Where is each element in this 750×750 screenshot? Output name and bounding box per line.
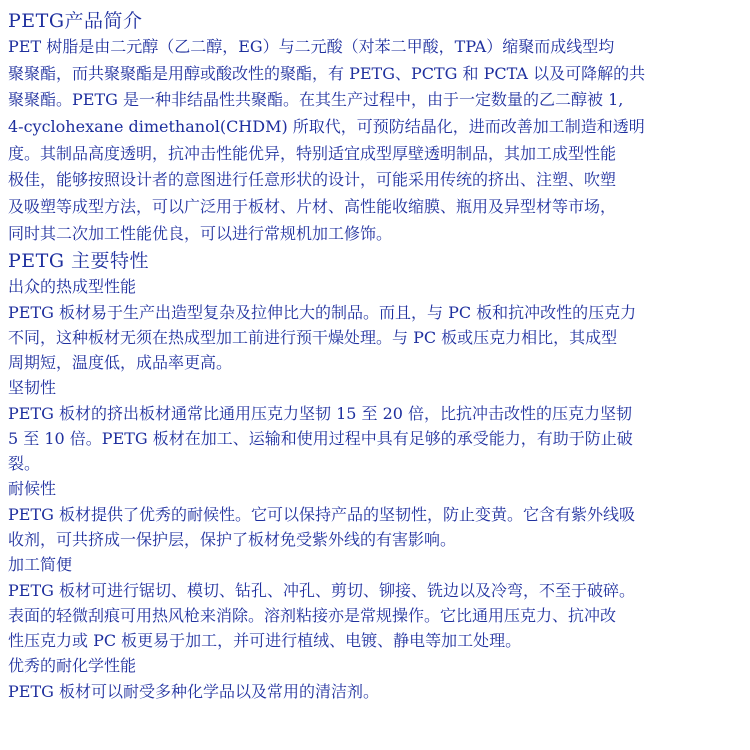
text-line: PETG 板材易于生产出造型复杂及拉伸比大的制品。而且，与 PC 板和抗冲改性的压克力 — [8, 302, 637, 322]
text-line: 同时其二次加工性能优良，可以进行常规机加工修饰。 — [8, 223, 393, 243]
text-line: PETG 板材可以耐受多种化学品以及常用的清洁剂。 — [8, 681, 379, 701]
text-line: 周期短，温度低，成品率更高。 — [8, 352, 233, 372]
text-line: PETG 板材提供了优秀的耐候性。它可以保持产品的坚韧性，防止变黄。它含有紫外线吸 — [8, 504, 635, 524]
feature-heading-toughness: 坚韧性 — [8, 377, 57, 397]
text-line: PET 树脂是由二元醇（乙二醇，EG）与二元酸（对苯二甲酸，TPA）缩聚而成线型均 — [8, 37, 615, 56]
text-line: 及吸塑等成型方法，可以广泛用于板材、片材、高性能收缩膜、瓶用及异型材等市场， — [8, 197, 617, 217]
feature-paragraph-weatherability — [8, 502, 742, 552]
text-line: 不同，这种板材无须在热成型加工前进行预干燥处理。与 PC 板或压克力相比，其成型 — [8, 327, 618, 347]
text-line: 4-cyclohexane dimethanol(CHDM) 所取代，可预防结晶化，进而改善加工制造和透明 — [8, 117, 645, 137]
text-line: PETG 板材可进行锯切、模切、钻孔、冲孔、剪切、铆接、铣边以及冷弯，不至于破碎。 — [8, 580, 635, 600]
feature-heading-processing: 加工简便 — [8, 554, 73, 574]
feature-paragraph-processing — [8, 578, 742, 653]
feature-paragraph-chemical-resistance — [8, 679, 742, 704]
text-line: 极佳，能够按照设计者的意图进行任意形状的设计，可能采用传统的挤出、注塑、吹塑 — [8, 170, 617, 190]
intro-paragraph — [8, 34, 742, 248]
feature-heading-weatherability: 耐候性 — [8, 478, 57, 498]
text-line: 聚聚酯，而共聚聚酯是用醇或酸改性的聚酯，有 PETG、PCTG 和 PCTA 以及可降解的共 — [8, 63, 646, 83]
text-line: 收剂，可共挤成一保护层，保护了板材免受紫外线的有害影响。 — [8, 529, 457, 549]
feature-heading-thermoforming: 出众的热成型性能 — [8, 276, 137, 296]
document — [8, 8, 742, 704]
text-line: PETG 板材的挤出板材通常比通用压克力坚韧 15 至 20 倍，比抗冲击改性的压克力坚韧 — [8, 403, 633, 423]
feature-paragraph-thermoforming — [8, 300, 742, 375]
section-title-features: PETG 主要特性 — [8, 249, 150, 272]
text-line: 性压克力或 PC 板更易于加工，并可进行植绒、电镀、静电等加工处理。 — [8, 630, 522, 650]
feature-heading-chemical-resistance: 优秀的耐化学性能 — [8, 655, 137, 675]
feature-paragraph-toughness — [8, 401, 742, 476]
text-line: 裂。 — [8, 453, 41, 473]
text-line: 表面的轻微刮痕可用热风枪来消除。溶剂粘接亦是常规操作。它比通用压克力、抗冲改 — [8, 605, 617, 625]
section-title-intro: PETG产品简介 — [8, 10, 143, 32]
text-line: 5 至 10 倍。PETG 板材在加工、运输和使用过程中具有足够的承受能力，有助于防止破 — [8, 428, 633, 448]
text-line: 聚聚酯。PETG 是一种非结晶性共聚酯。在其生产过程中，由于一定数量的乙二醇被 1, — [8, 90, 624, 110]
text-line: 度。其制品高度透明，抗冲击性能优异，特别适宜成型厚壁透明制品，其加工成型性能 — [8, 143, 617, 163]
